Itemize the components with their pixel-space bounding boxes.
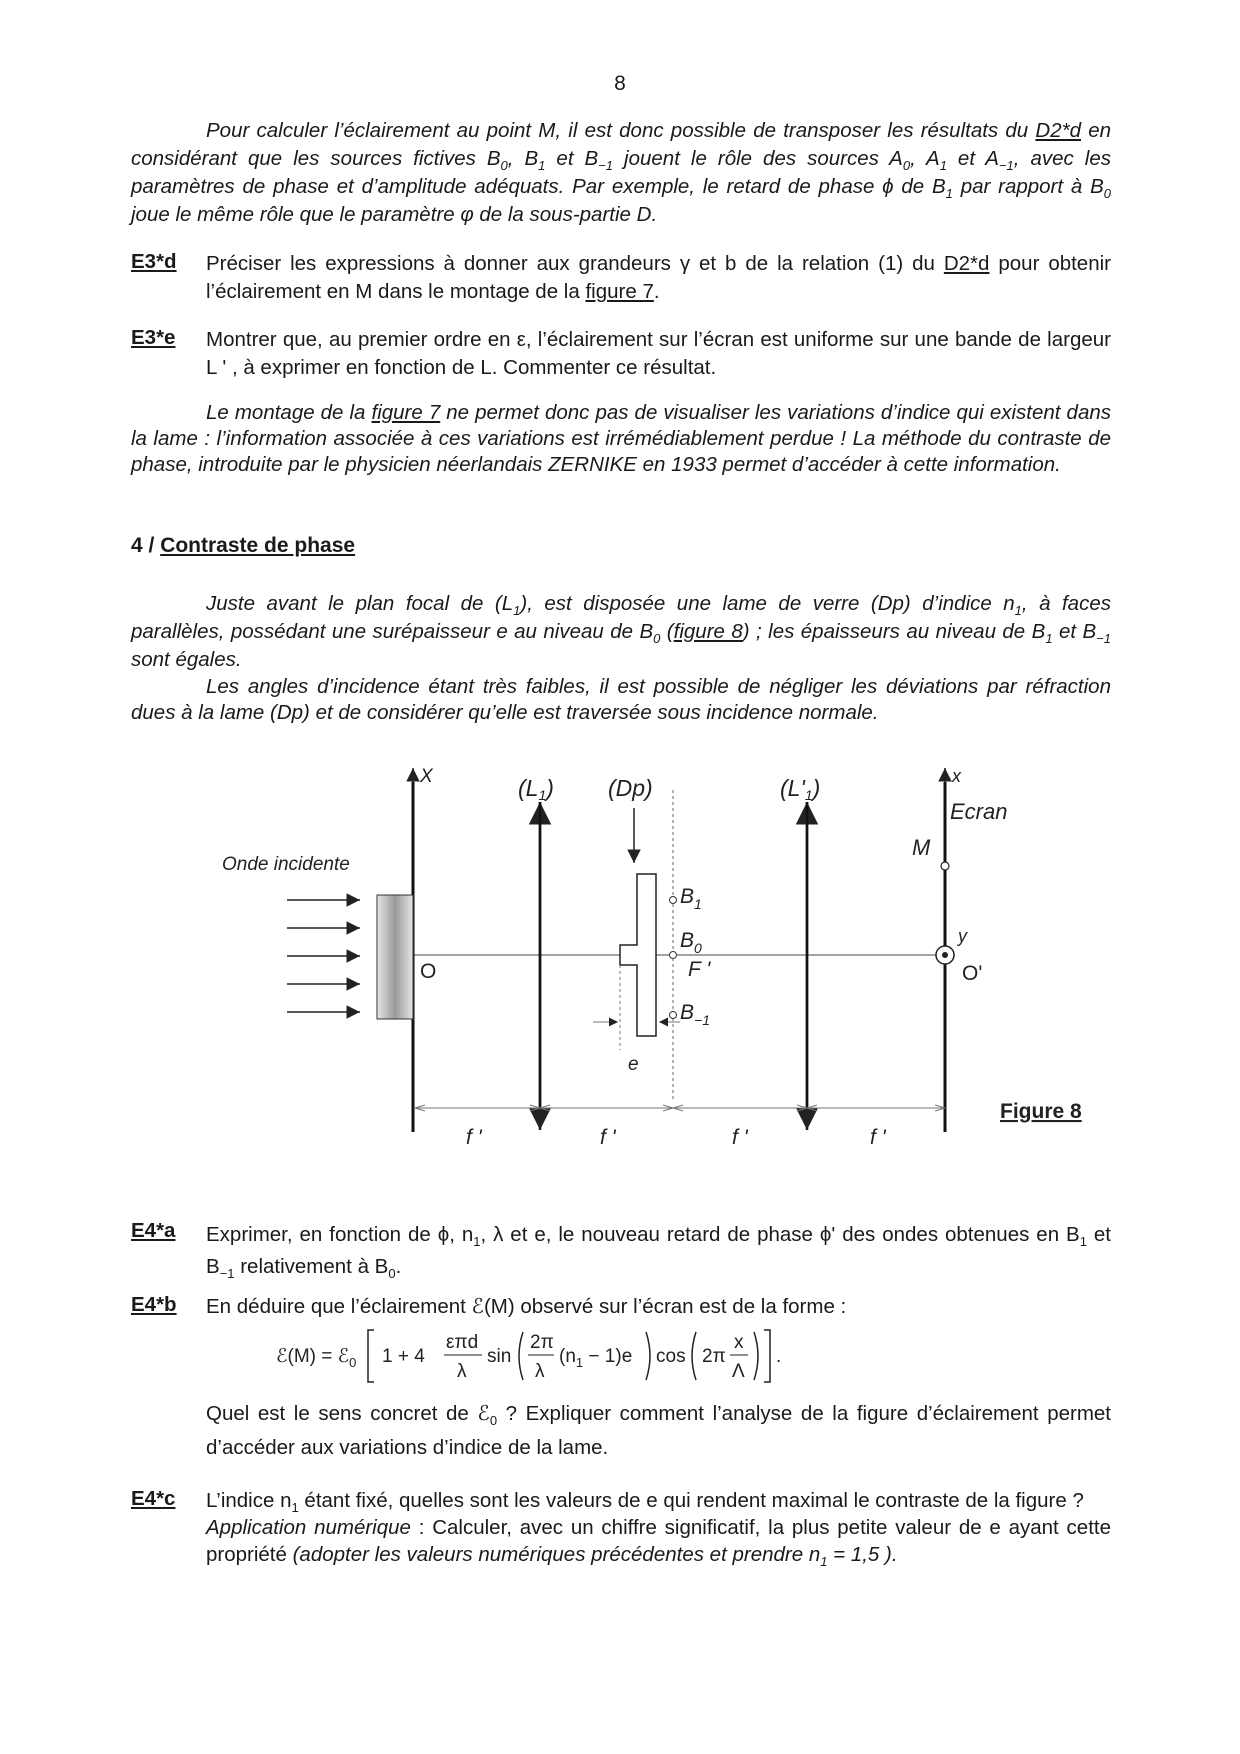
question-e4b-followup: Quel est le sens concret de ℰ$_0$ ? Expliquer comment l’analyse de la figure d’éclairement permet d’accéder aux variations d’indice de la lame. bbox=[206, 1402, 1111, 1459]
figure-8-diagram bbox=[200, 760, 1120, 1180]
question-e4c: L’indice $n_1$ étant fixé, quelles sont les valeurs de e qui rendent maximal le contraste de la figure ? Application numérique : Calculer, avec un chiffre significatif, la plus petite valeur de e ayant cette propriété (adopter les valeurs numériques précédentes et prendre $n_1 = 1,5$ ). bbox=[206, 1489, 1111, 1570]
question-label-e4c: E4*c bbox=[131, 1487, 176, 1510]
svg-text:B−1: $B_{-1}$ bbox=[680, 1001, 710, 1028]
svg-text:f ': f ' bbox=[732, 1126, 748, 1149]
svg-text:λ: λ bbox=[457, 1361, 467, 1382]
svg-text:B1: $B_1$ bbox=[680, 885, 702, 912]
question-e4b-intro: En déduire que l’éclairement ℰ(M) observé sur l’écran est de la forme : bbox=[206, 1295, 847, 1318]
paragraph-phase-plate: Juste avant le plan focal de $(L_1)$, est disposée une lame de verre (Dp) d’indice $n_1$, à faces parallèles, possédant une surépaisseur e au niveau de $B_0$ (figure 8) ; les épaisseurs au niveau de $B_1$ et $B_{-1}$ sont égales. bbox=[131, 592, 1112, 671]
lens-L1-prime bbox=[780, 775, 820, 1130]
question-e3e: Montrer que, au premier ordre en ε, l’éclairement sur l’écran est uniforme sur une bande de largeur L ' , à exprimer en fonction de L. Commenter ce résultat. bbox=[206, 328, 1111, 379]
svg-text:X: X bbox=[420, 766, 433, 787]
lens-L1 bbox=[518, 775, 554, 1130]
svg-text:x: x bbox=[734, 1332, 744, 1353]
question-label-e4b: E4*b bbox=[131, 1293, 177, 1316]
page-number: 8 bbox=[614, 72, 626, 95]
question-label-e3e: E3*e bbox=[131, 326, 176, 349]
svg-text:Λ: Λ bbox=[732, 1361, 745, 1382]
intro-paragraph: Pour calculer l’éclairement au point M, il est donc possible de transposer les résultats du D2*d en considérant que les sources fictives $B_0$, $B_1$ et $B_{-1}$ jouent le rôle des sources $A_0$, $A_1$ et $A_{-1}$, avec les paramètres de phase et d’amplitude adéquats. Par exemple, le retard de phase ϕ de $B_1$ par rapport à $B_0$ joue le même rôle que le paramètre φ de la sous-partie D. bbox=[131, 119, 1111, 226]
svg-text:e: e bbox=[628, 1054, 639, 1075]
svg-text:.: . bbox=[776, 1346, 782, 1367]
svg-text:ℰ(M) = ℰ0: ℰ(M) = ℰ$_0$ bbox=[276, 1346, 357, 1370]
svg-text:B0: $B_0$ bbox=[680, 929, 702, 956]
incident-wave-label: Onde incidente bbox=[222, 854, 350, 875]
svg-text:(Dp): (Dp) bbox=[608, 775, 653, 801]
svg-text:(n1 − 1)e: $(n_1 - 1)e$ bbox=[559, 1346, 633, 1370]
illumination-formula bbox=[276, 1318, 856, 1392]
svg-text:f ': f ' bbox=[466, 1126, 482, 1149]
svg-text:1 + 4: 1 + 4 bbox=[382, 1346, 425, 1367]
incident-rays bbox=[287, 900, 360, 1012]
point-O-prime: O' bbox=[962, 962, 983, 985]
question-e4a: Exprimer, en fonction de ϕ, $n_1$, λ et e, le nouveau retard de phase ϕ' des ondes obtenues en $B_1$ et $B_{-1}$ relativement à $B_0$. bbox=[206, 1223, 1111, 1282]
svg-text:cos: cos bbox=[656, 1346, 686, 1367]
question-label-e4a: E4*a bbox=[131, 1219, 176, 1242]
section-heading: 4 / Contraste de phase bbox=[131, 534, 356, 557]
paragraph-normal-incidence: Les angles d’incidence étant très faibles, il est possible de négliger les déviations par réfraction dues à la lame (Dp) et de considérer qu’elle est traversée sous incidence normale. bbox=[131, 675, 1111, 724]
svg-text:Ecran: Ecran bbox=[950, 799, 1008, 824]
focal-points bbox=[670, 885, 712, 1028]
svg-text:2π: 2π bbox=[530, 1332, 554, 1353]
svg-text:y: y bbox=[958, 926, 967, 946]
ref-d2d: D2*d bbox=[1035, 119, 1081, 142]
transition-paragraph: Le montage de la figure 7 ne permet donc pas de visualiser les variations d’indice qui existent dans la lame : l’information associée à ces variations est irrémédiablement perdue ! La méthode du contraste de phase, introduite par le physicien néerlandais ZERNIKE en 1933 permet d’accéder à cette information. bbox=[131, 401, 1111, 476]
svg-text:(L1): (L1) bbox=[518, 775, 554, 803]
phase-plate-Dp bbox=[593, 775, 680, 1075]
object-plane bbox=[377, 766, 436, 1132]
question-e3d: Préciser les expressions à donner aux grandeurs γ et b de la relation (1) du D2*d pour obtenir l’éclairement en M dans le montage de la figure 7. bbox=[206, 252, 1111, 303]
svg-text:2π: 2π bbox=[702, 1346, 726, 1367]
question-label-e3d: E3*d bbox=[131, 250, 177, 273]
svg-text:f ': f ' bbox=[870, 1126, 886, 1149]
focal-distances bbox=[415, 1105, 945, 1111]
svg-text:F ': F ' bbox=[688, 958, 711, 981]
point-M: M bbox=[912, 835, 931, 860]
svg-text:(L'1): (L'1) bbox=[780, 775, 821, 803]
svg-text:sin: sin bbox=[487, 1346, 512, 1367]
svg-text:f ': f ' bbox=[600, 1126, 616, 1149]
point-O: O bbox=[420, 960, 437, 983]
figure-caption: Figure 8 bbox=[1000, 1100, 1082, 1123]
svg-text:λ: λ bbox=[535, 1361, 545, 1382]
svg-text:x: x bbox=[952, 766, 961, 786]
svg-text:επd: επd bbox=[446, 1332, 479, 1353]
screen bbox=[912, 766, 1007, 1132]
